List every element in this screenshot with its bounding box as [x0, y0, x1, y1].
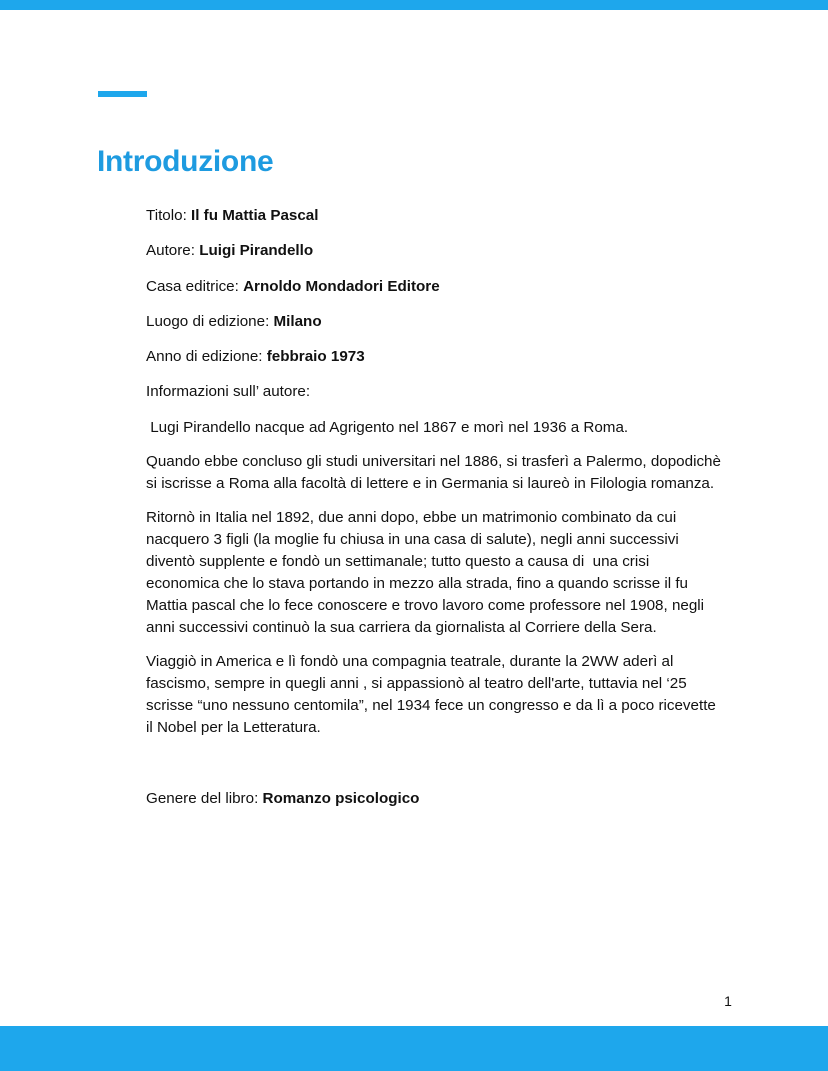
author-info-label: Informazioni sull’ autore: [146, 383, 311, 401]
document-body [146, 205, 726, 810]
field-year-label: Anno di edizione: [146, 348, 267, 366]
field-publisher-value: Arnoldo Mondadori Editore [243, 277, 440, 295]
paragraph-later-life: Viaggiò in America e lì fondò una compagnia teatrale, durante la 2WW aderì al fascismo, sempre in quegli anni , si appassionò al teatro dell'arte, tuttavia nel ‘25 scrisse “uno nessuno centomila”, nel 1934 fece un congresso e da lì a poco ricevette il Nobel per la Letteratura. [146, 652, 716, 736]
page-title: Introduzione [97, 145, 274, 178]
field-place-label: Luogo di edizione: [146, 312, 274, 330]
top-color-band [0, 0, 828, 10]
field-title-value: Il fu Mattia Pascal [191, 207, 319, 224]
paragraph-studies: Quando ebbe concluso gli studi universitari nel 1886, si trasferì a Palermo, dopodichè si iscrisse a Roma alla facoltà di lettere e in Germania si laureò in Filologia romanza. [146, 452, 721, 492]
field-title [146, 205, 726, 227]
field-genre-value: Romanzo psicologico [262, 789, 420, 807]
field-place [146, 311, 726, 333]
field-publisher-label: Casa editrice: [146, 277, 244, 295]
field-genre-label: Genere del libro: [146, 789, 263, 807]
paragraph-birth: Lugi Pirandello nacque ad Agrigento nel 1867 e morì nel 1936 a Roma. [146, 418, 629, 436]
page-number: 1 [724, 993, 732, 1009]
accent-bar [98, 91, 147, 97]
field-title-label: Titolo: [146, 207, 192, 224]
paragraph-career: Ritornò in Italia nel 1892, due anni dopo, ebbe un matrimonio combinato da cui nacquero 3 figli (la moglie fu chiusa in una casa di salute), negli anni successivi diventò supplente e fondò un settimanale; tutto questo a causa di una crisi economica che lo stava portando in mezzo alla strada, fino a quando scrisse il fu Mattia pascal che lo fece conoscere e trovo lavoro come professore nel 1908, negli anni successivi continuò la sua carriera da giornalista al Corriere della Sera. [146, 508, 709, 636]
field-author [146, 240, 726, 262]
field-place-value: Milano [273, 312, 322, 330]
field-year-value: febbraio 1973 [266, 348, 365, 366]
field-publisher [146, 276, 726, 298]
bottom-color-band [0, 1026, 828, 1071]
field-year [146, 346, 726, 368]
field-genre [146, 788, 726, 810]
field-author-label: Autore: [146, 242, 200, 260]
field-author-value: Luigi Pirandello [199, 242, 314, 260]
